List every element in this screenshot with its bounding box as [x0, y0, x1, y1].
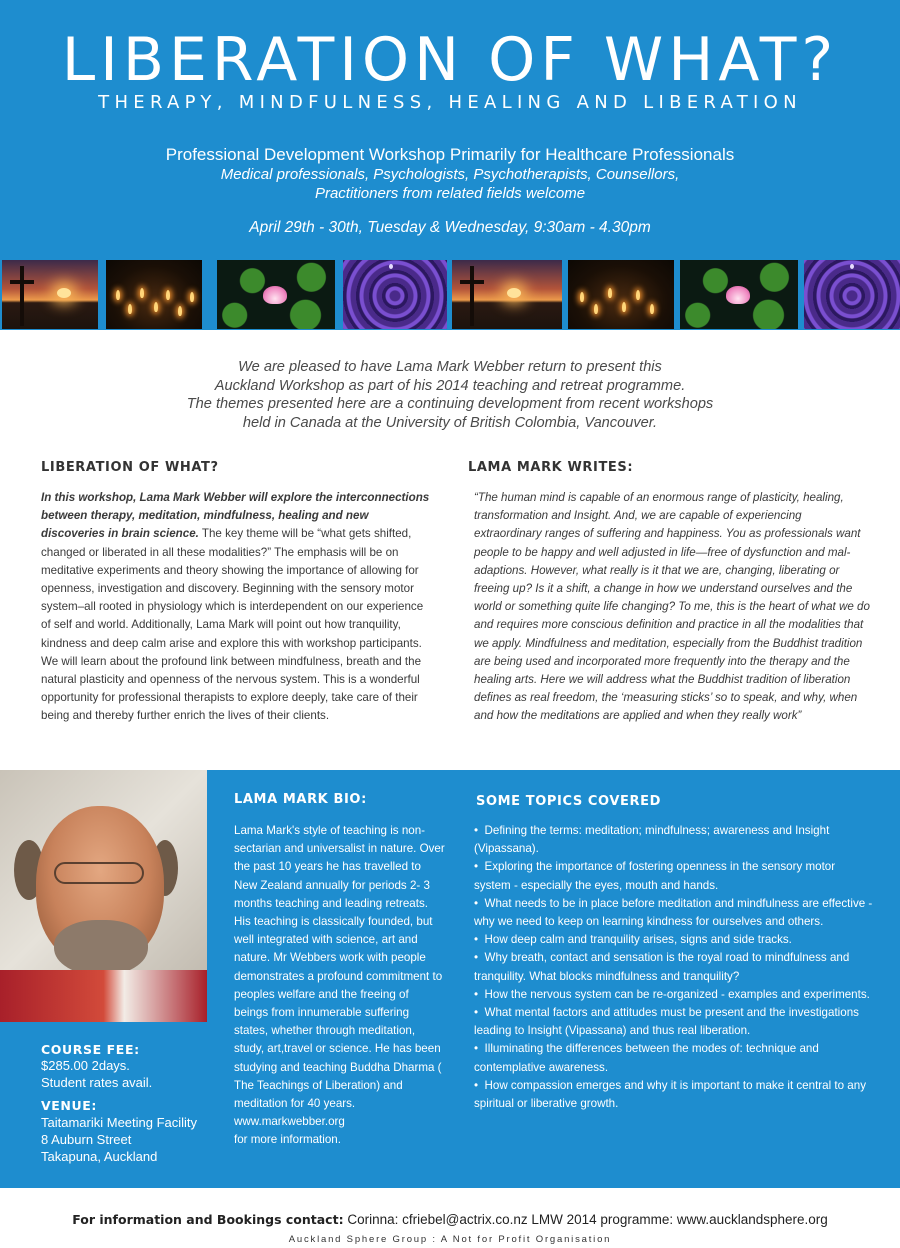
audience-line-2: Practitioners from related fields welcome	[314, 185, 586, 202]
intro-paragraph	[0, 358, 900, 432]
contact-lead: For information and Bookings contact:	[72, 1212, 344, 1227]
topic-item: • How the nervous system can be re-organized - examples and experiments.	[474, 987, 870, 1001]
bio-text: Lama Mark's style of teaching is non-sectarian and universalist in nature. Over the past 10 years he has travelled to New Zealand annually for periods 2- 3 months teaching and leading retreats. His teaching is classically founded, but well integrated with science, art and nature. Mr Webbers work with people demonstrates a profound commitment to peoples welfare and the freeing of beings from innumerable suffering states, whether through meditation, study, art,travel or science. He has been studying and teaching Buddha Dharma ( The Teachings of Liberation) and meditation for 40 years.	[234, 824, 445, 1111]
ripple-photo	[343, 260, 447, 329]
audience-line-1: Medical professionals, Psychologists, Psychotherapists, Counsellors,	[220, 166, 680, 183]
footer-organisation: Auckland Sphere Group : A Not for Profit Organisation	[288, 1234, 612, 1245]
course-fee-student: Student rates avail.	[41, 1075, 153, 1090]
bio-website-note: for more information.	[234, 1133, 341, 1147]
venue-name: Taitamariki Meeting Facility	[41, 1115, 198, 1130]
bio-website[interactable]: www.markwebber.org	[234, 1115, 345, 1129]
candles-photo-2	[568, 260, 674, 329]
topic-item: • Exploring the importance of fostering openness in the sensory motor system - especially the eyes, mouth and hands.	[474, 860, 836, 892]
liberation-heading: LIBERATION OF WHAT?	[41, 460, 219, 475]
header-banner	[0, 0, 900, 258]
sunset-photo-2	[452, 260, 562, 329]
intro-line: We are pleased to have Lama Mark Webber return to present this	[238, 359, 662, 375]
course-fee-price: $285.00 2days.	[41, 1058, 130, 1073]
lama-mark-portrait	[0, 770, 207, 1022]
venue-city: Takapuna, Auckland	[41, 1149, 158, 1164]
bio-body	[234, 822, 446, 1150]
venue-heading: VENUE:	[41, 1098, 97, 1113]
liberation-body	[41, 489, 435, 726]
lotus-photo-2	[680, 260, 798, 329]
course-fee-heading: COURSE FEE:	[41, 1042, 140, 1057]
topic-item: • Defining the terms: meditation; mindfulness; awareness and Insight (Vipassana).	[474, 824, 830, 856]
topics-heading: SOME TOPICS COVERED	[476, 794, 661, 809]
intro-line: The themes presented here are a continuing development from recent workshops	[186, 396, 714, 412]
contact-details[interactable]: Corinna: cfriebel@actrix.co.nz LMW 2014 programme: www.aucklandsphere.org	[347, 1212, 828, 1227]
page-subtitle: THERAPY, MINDFULNESS, HEALING AND LIBERATION	[98, 92, 802, 113]
bio-heading: LAMA MARK BIO:	[234, 792, 367, 807]
venue-street: 8 Auburn Street	[41, 1132, 132, 1147]
lama-writes-heading: LAMA MARK WRITES:	[468, 460, 634, 475]
page-title: LIBERATION OF WHAT?	[61, 25, 839, 95]
intro-line: Auckland Workshop as part of his 2014 teaching and retreat programme.	[214, 377, 686, 394]
workshop-heading: Professional Development Workshop Primarily for Healthcare Professionals	[165, 145, 735, 164]
lama-writes-quote: “The human mind is capable of an enormous range of plasticity, healing, transformation and Insight. And, we are capable of experiencing extraordinary ranges of suffering and happiness. You as professionals want people to be happy and well adjusted in life—free of dysfunction and mal-adaptions. However, what really is it that we are, changing, liberating or freeing up? Is it a shift, a change in how we understand ourselves and the world or something quite life changing? To me, this is the heart of what we do and requires more conscious definition and practice in all the modalities that we apply. Mindfulness and meditation, especially from the Buddhist tradition are being used and incorporated more frequently into the therapy and the healing arts. Here we will address what the Buddhist tradition of liberation defines as real freedom, the ‘measuring sticks’ so to speak, and why, when and how the meditations are applied and when they really work”	[474, 491, 870, 723]
sunset-photo	[2, 260, 98, 329]
topics-list	[474, 822, 874, 1113]
intro-line: held in Canada at the University of British Colombia, Vancouver.	[242, 414, 658, 431]
topic-item: • What needs to be in place before meditation and mindfulness are effective - why we need to keep on learning kindness for ourselves and others.	[474, 896, 873, 929]
liberation-lead: In this workshop, Lama Mark Webber will explore the interconnections between therapy, meditation, mindfulness, healing and new discoveries in brain science.	[41, 491, 430, 541]
candles-photo	[106, 260, 202, 329]
topic-item: • Why breath, contact and sensation is the royal road to mindfulness and tranquility. What blocks mindfulness and tranquility?	[474, 951, 850, 983]
contact-line	[0, 1212, 900, 1227]
ripple-photo-2	[804, 260, 900, 329]
topic-item: • Illuminating the differences between the modes of: technique and contemplative awareness.	[474, 1042, 819, 1074]
topic-item: • What mental factors and attitudes must be present and the investigations leading to Insight (Vipassana) and thus real liberation.	[474, 1006, 859, 1038]
workshop-dates: April 29th - 30th, Tuesday & Wednesday, 9:30am - 4.30pm	[249, 219, 651, 236]
lotus-photo	[217, 260, 335, 329]
topic-item: • How compassion emerges and why it is important to make it central to any spiritual or liberative growth.	[474, 1078, 866, 1111]
topic-item: • How deep calm and tranquility arises, signs and side tracks.	[474, 933, 792, 947]
liberation-text: The key theme will be “what gets shifted, changed or liberated in all these modalities?” The emphasis will be on meditative experiments and theory showing the importance of allowing for openness, investigation and discovery. Beginning with the sensory motor system–all rooted in physiology which is interdependent on our experience of self and world. Additionally, Lama Mark will point out how tranquility, kindness and deep calm arise and explore this with workshop participants. We will learn about the profound link between mindfulness, breath and the natural plasticity and openness of the nervous system. This is a wonderful opportunity for professional therapists to explore deeply, take care of their being and thereby further enrich the lives of their clients.	[41, 527, 424, 723]
